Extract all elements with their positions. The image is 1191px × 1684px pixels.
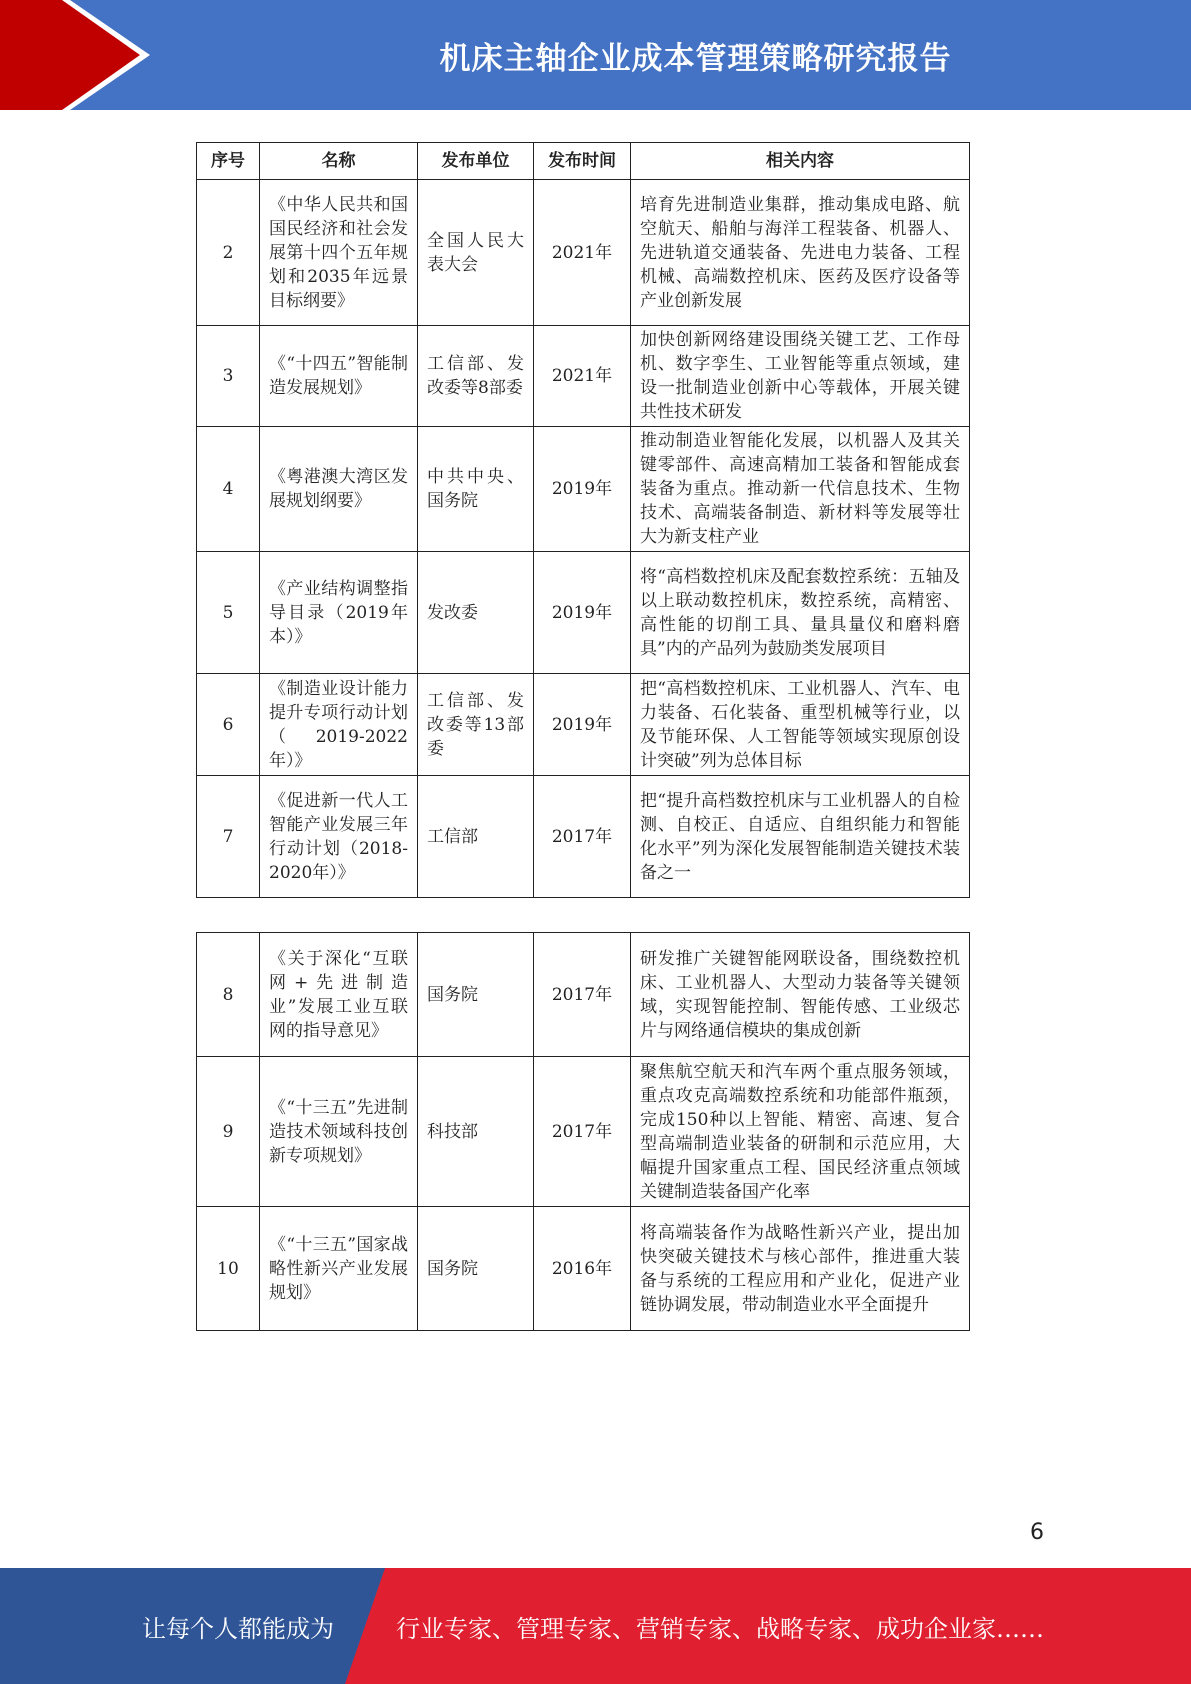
row-issuer: 工信部、发改委等8部委 [418, 326, 534, 427]
page-number: 6 [1030, 1520, 1044, 1545]
row-content: 将“高档数控机床及配套数控系统：五轴及以上联动数控机床，数控系统，高精密、高性能的切削工具、量具量仪和磨料磨具”内的产品列为鼓励类发展项目 [631, 552, 970, 674]
row-content: 培育先进制造业集群，推动集成电路、航空航天、船舶与海洋工程装备、机器人、先进轨道交通装备、先进电力装备、工程机械、高端数控机床、医药及医疗设备等产业创新发展 [631, 180, 970, 326]
row-content: 加快创新网络建设围绕关键工艺、工作母机、数字孪生、工业智能等重点领域，建设一批制造业创新中心等载体，开展关键共性技术研发 [631, 326, 970, 427]
column-header-date: 发布时间 [534, 143, 631, 180]
row-num: 6 [197, 674, 260, 776]
row-date: 2021年 [534, 180, 631, 326]
row-name: 《制造业设计能力提升专项行动计划（2019-2022年）》 [260, 674, 418, 776]
row-date: 2017年 [534, 933, 631, 1057]
row-num: 7 [197, 776, 260, 898]
row-name: 《“十四五”智能制造发展规划》 [260, 326, 418, 427]
page-header [0, 0, 1191, 110]
row-issuer: 全国人民大表大会 [418, 180, 534, 326]
row-num: 10 [197, 1207, 260, 1331]
row-issuer: 国务院 [418, 933, 534, 1057]
column-header-name: 名称 [260, 143, 418, 180]
row-name: 《“十三五”国家战略性新兴产业发展规划》 [260, 1207, 418, 1331]
table-header-row [197, 143, 970, 180]
column-header-num: 序号 [197, 143, 260, 180]
row-date: 2021年 [534, 326, 631, 427]
row-issuer: 发改委 [418, 552, 534, 674]
row-name: 《关于深化“互联网+先进制造业”发展工业互联网的指导意见》 [260, 933, 418, 1057]
row-issuer: 科技部 [418, 1057, 534, 1207]
table-row [197, 180, 970, 326]
row-name: 《产业结构调整指导目录（2019年本）》 [260, 552, 418, 674]
policy-table-part2 [196, 932, 970, 1331]
row-content: 把“高档数控机床、工业机器人、汽车、电力装备、石化装备、重型机械等行业，以及节能环保、人工智能等领域实现原创设计突破”列为总体目标 [631, 674, 970, 776]
row-num: 5 [197, 552, 260, 674]
table-row [197, 776, 970, 898]
row-date: 2017年 [534, 776, 631, 898]
row-content: 推动制造业智能化发展，以机器人及其关键零部件、高速高精加工装备和智能成套装备为重点。推动新一代信息技术、生物技术、高端装备制造、新材料等发展等壮大为新支柱产业 [631, 427, 970, 552]
row-num: 8 [197, 933, 260, 1057]
table-row [197, 933, 970, 1057]
row-name: 《促进新一代人工智能产业发展三年行动计划（2018-2020年）》 [260, 776, 418, 898]
row-content: 研发推广关键智能网联设备，围绕数控机床、工业机器人、大型动力装备等关键领域，实现智能控制、智能传感、工业级芯片与网络通信模块的集成创新 [631, 933, 970, 1057]
row-num: 3 [197, 326, 260, 427]
row-num: 4 [197, 427, 260, 552]
row-num: 9 [197, 1057, 260, 1207]
row-date: 2016年 [534, 1207, 631, 1331]
row-date: 2019年 [534, 674, 631, 776]
table-row [197, 674, 970, 776]
row-num: 2 [197, 180, 260, 326]
table-row [197, 1207, 970, 1331]
row-issuer: 中共中央、国务院 [418, 427, 534, 552]
report-title: 机床主轴企业成本管理策略研究报告 [439, 40, 952, 77]
row-date: 2017年 [534, 1057, 631, 1207]
row-issuer: 工信部 [418, 776, 534, 898]
table-row [197, 1057, 970, 1207]
footer-slogan-lead: 让每个人都能成为 [142, 1614, 334, 1643]
red-chevron-icon [0, 0, 160, 110]
row-name: 《“十三五”先进制造技术领域科技创新专项规划》 [260, 1057, 418, 1207]
row-content: 把“提升高档数控机床与工业机器人的自检测、自校正、自适应、自组织能力和智能化水平”列为深化发展智能制造关键技术装备之一 [631, 776, 970, 898]
row-date: 2019年 [534, 552, 631, 674]
table-row [197, 552, 970, 674]
column-header-content: 相关内容 [631, 143, 970, 180]
page-footer [0, 1568, 1191, 1684]
row-issuer: 工信部、发改委等13部委 [418, 674, 534, 776]
row-name: 《粤港澳大湾区发展规划纲要》 [260, 427, 418, 552]
row-issuer: 国务院 [418, 1207, 534, 1331]
row-content: 聚焦航空航天和汽车两个重点服务领域，重点攻克高端数控系统和功能部件瓶颈，完成150种以上智能、精密、高速、复合型高端制造业装备的研制和示范应用，大幅提升国家重点工程、国民经济重点领域关键制造装备国产化率 [631, 1057, 970, 1207]
row-date: 2019年 [534, 427, 631, 552]
column-header-issuer: 发布单位 [418, 143, 534, 180]
policy-table-part1 [196, 142, 970, 898]
row-name: 《中华人民共和国国民经济和社会发展第十四个五年规划和2035年远景目标纲要》 [260, 180, 418, 326]
table-row [197, 427, 970, 552]
row-content: 将高端装备作为战略性新兴产业，提出加快突破关键技术与核心部件，推进重大装备与系统的工程应用和产业化，促进产业链协调发展，带动制造业水平全面提升 [631, 1207, 970, 1331]
table-row [197, 326, 970, 427]
footer-slogan-roles: 行业专家、管理专家、营销专家、战略专家、成功企业家…… [396, 1614, 1044, 1643]
